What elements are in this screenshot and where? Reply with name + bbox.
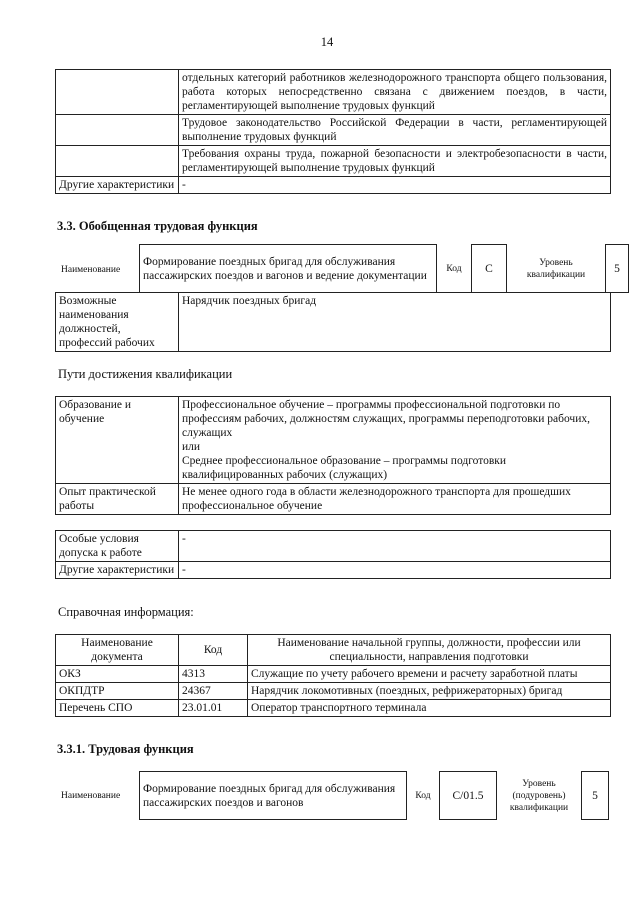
- knowledge-cell-2: Трудовое законодательство Российской Федерации в части, регламентирующей выполнение трудовых функций: [179, 115, 611, 146]
- reference-table: [55, 634, 611, 717]
- other-characteristics-value-2: -: [179, 562, 611, 579]
- ref-doc: ОКЗ: [56, 666, 179, 683]
- paths-table: [55, 396, 611, 515]
- ref-name: Служащие по учету рабочего времени и расчету заработной платы: [248, 666, 611, 683]
- positions-table: [55, 292, 611, 352]
- experience-value: Не менее одного года в области железнодорожного транспорта для прошедших профессиональное обучение: [179, 484, 611, 515]
- ref-name: Оператор транспортного терминала: [248, 700, 611, 717]
- conditions-table: [55, 530, 611, 579]
- labor-function-header: [139, 771, 609, 820]
- code-value-2: C/01.5: [440, 772, 497, 820]
- table-row: [56, 700, 611, 717]
- ref-header-code: Код: [179, 635, 248, 666]
- knowledge-cell-3: Требования охраны труда, пожарной безопасности и электробезопасности в части, регламентирующей выполнение трудовых функций: [179, 146, 611, 177]
- code-value: C: [472, 245, 507, 293]
- labor-function-name: Формирование поездных бригад для обслуживания пассажирских поездов и вагонов: [140, 772, 407, 820]
- positions-value: Нарядчик поездных бригад: [179, 293, 611, 352]
- level-label: Уровень квалификации: [507, 245, 606, 293]
- knowledge-cell-1: отдельных категорий работников железнодорожного транспорта общего пользования, работа которых непосредственно связана с движением поездов, в части, регламентирующей выполнение трудовых функций: [179, 70, 611, 115]
- knowledge-table: [55, 69, 611, 194]
- name-label-2: Наименование: [61, 791, 121, 801]
- level-value: 5: [606, 245, 629, 293]
- level-label-2: Уровень (подуровень) квалификации: [497, 772, 582, 820]
- education-line-3: Среднее профессиональное образование – программы подготовки квалифицированных рабочих (служащих): [182, 455, 507, 481]
- education-line-1: Профессиональное обучение – программы профессиональной подготовки по профессиям рабочих, должностям служащих, программы переподготовки рабочих, служащих: [182, 399, 590, 439]
- other-characteristics-label: Другие характеристики: [56, 177, 179, 194]
- education-label: Образование и обучение: [56, 397, 179, 484]
- other-characteristics-value: -: [179, 177, 611, 194]
- ref-doc: ОКПДТР: [56, 683, 179, 700]
- special-conditions-label: Особые условия допуска к работе: [56, 531, 179, 562]
- ref-name: Нарядчик локомотивных (поездных, рефрижераторных) бригад: [248, 683, 611, 700]
- code-label-2: Код: [407, 772, 440, 820]
- other-characteristics-label-2: Другие характеристики: [56, 562, 179, 579]
- positions-label: Возможные наименования должностей, профессий рабочих: [56, 293, 179, 352]
- section-3-3-title: 3.3. Обобщенная трудовая функция: [57, 219, 258, 233]
- experience-label: Опыт практической работы: [56, 484, 179, 515]
- special-conditions-value: -: [179, 531, 611, 562]
- ref-code: 23.01.01: [179, 700, 248, 717]
- ref-code: 24367: [179, 683, 248, 700]
- ref-header-doc: Наименование документа: [56, 635, 179, 666]
- ref-doc: Перечень СПО: [56, 700, 179, 717]
- page-number: 14: [320, 35, 334, 49]
- generalized-function-name: Формирование поездных бригад для обслуживания пассажирских поездов и вагонов и ведение документации: [140, 245, 437, 293]
- level-value-2: 5: [582, 772, 609, 820]
- generalized-function-header: [139, 244, 629, 293]
- reference-title: Справочная информация:: [58, 605, 194, 619]
- education-line-2: или: [182, 441, 201, 453]
- code-label: Код: [437, 245, 472, 293]
- ref-code: 4313: [179, 666, 248, 683]
- table-row: [56, 666, 611, 683]
- table-row: [56, 683, 611, 700]
- name-label: Наименование: [61, 265, 121, 275]
- education-value: [179, 397, 611, 484]
- section-3-3-1-title: 3.3.1. Трудовая функция: [57, 742, 194, 756]
- paths-title: Пути достижения квалификации: [58, 367, 233, 381]
- ref-header-name: Наименование начальной группы, должности, профессии или специальности, направления подготовки: [248, 635, 611, 666]
